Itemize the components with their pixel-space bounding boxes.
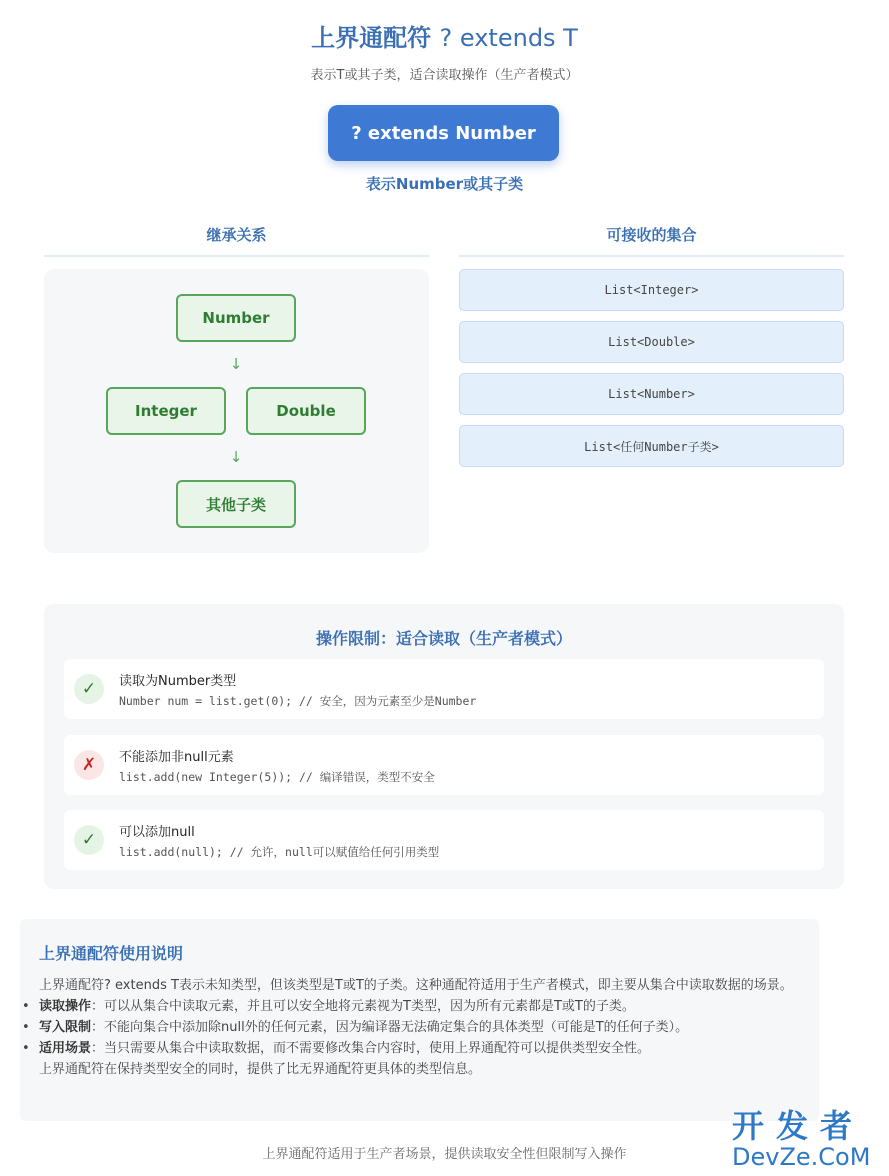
usage-list-item bbox=[22, 996, 799, 1017]
usage-list-item bbox=[22, 1017, 799, 1038]
devze-watermark-logo bbox=[732, 1108, 882, 1172]
operation-item bbox=[64, 810, 824, 870]
accepted-list-item: List<Double> bbox=[459, 321, 844, 363]
operations-title: 操作限制：适合读取（生产者模式） bbox=[315, 629, 572, 648]
page-footer: 上界通配符适用于生产者场景，提供读取安全性但限制写入操作 bbox=[262, 1147, 627, 1162]
extends-number-button[interactable]: ? extends Number bbox=[328, 105, 559, 161]
usage-conclusion: 上界通配符在保持类型安全的同时，提供了比无界通配符更具体的类型信息。 bbox=[39, 1062, 482, 1077]
arrow-down-icon: ↓ bbox=[229, 355, 243, 373]
usage-intro: 上界通配符? extends T表示未知类型，但该类型是T或T的子类。这种通配符适用于生产者模式，即主要从集合中读取数据的场景。 bbox=[39, 978, 793, 993]
node-other-subclasses: 其他子类 bbox=[176, 480, 296, 528]
watermark-line1: 开发者 bbox=[732, 1107, 865, 1145]
accepted-list-item: List<Number> bbox=[459, 373, 844, 415]
check-icon: ✓ bbox=[74, 674, 104, 704]
usage-list bbox=[22, 996, 799, 1059]
main-description: 表示Number或其子类 bbox=[365, 175, 524, 193]
operation-item bbox=[64, 735, 824, 795]
inheritance-title: 继承关系 bbox=[44, 224, 429, 257]
node-number: Number bbox=[176, 294, 296, 342]
arrow-down-icon: ↓ bbox=[229, 448, 243, 466]
bullet-icon: • bbox=[22, 1020, 30, 1035]
accepted-list-item: List<任何Number子类> bbox=[459, 425, 844, 467]
check-icon: ✓ bbox=[74, 825, 104, 855]
node-integer: Integer bbox=[106, 387, 226, 435]
accepted-list-item: List<Integer> bbox=[459, 269, 844, 311]
operation-code: Number num = list.get(0); // 安全，因为元素至少是Number bbox=[119, 694, 477, 708]
page-title bbox=[0, 22, 889, 54]
operation-code: list.add(null); // 允许，null可以赋值给任何引用类型 bbox=[119, 845, 440, 859]
usage-item-text: ：不能向集合中添加除null外的任何元素，因为编译器无法确定集合的具体类型（可能是T的任何子类）。 bbox=[91, 1020, 689, 1035]
usage-body bbox=[22, 975, 799, 1080]
usage-panel bbox=[20, 919, 819, 1121]
operations-panel bbox=[44, 604, 844, 889]
operation-title: 可以添加null bbox=[119, 825, 195, 840]
page-subtitle: 表示T或其子类，适合读取操作（生产者模式） bbox=[310, 68, 579, 83]
usage-item-label: 写入限制 bbox=[39, 1020, 92, 1035]
usage-list-item bbox=[22, 1038, 799, 1059]
usage-item-label: 读取操作 bbox=[39, 999, 92, 1014]
bullet-icon: • bbox=[22, 999, 30, 1014]
cross-icon: ✗ bbox=[74, 750, 104, 780]
usage-item-text: ：当只需要从集合中读取数据，而不需要修改集合内容时，使用上界通配符可以提供类型安全性。 bbox=[91, 1041, 651, 1056]
page-header bbox=[0, 22, 889, 83]
usage-title: 上界通配符使用说明 bbox=[39, 944, 184, 963]
operation-code: list.add(new Integer(5)); // 编译错误，类型不安全 bbox=[119, 770, 435, 784]
operation-title: 读取为Number类型 bbox=[119, 674, 237, 689]
page-title-main: 上界通配符 bbox=[311, 24, 432, 52]
operation-title: 不能添加非null元素 bbox=[119, 750, 234, 765]
inheritance-tree bbox=[44, 269, 429, 553]
node-double: Double bbox=[246, 387, 366, 435]
page-title-syntax: ? extends T bbox=[439, 24, 578, 52]
operation-item bbox=[64, 659, 824, 719]
accepted-collections-title: 可接收的集合 bbox=[459, 224, 844, 257]
watermark-line2: DevZe.CoM bbox=[732, 1143, 871, 1171]
bullet-icon: • bbox=[22, 1041, 30, 1056]
usage-item-label: 适用场景 bbox=[39, 1041, 92, 1056]
usage-item-text: ：可以从集合中读取元素，并且可以安全地将元素视为T类型，因为所有元素都是T或T的子类。 bbox=[91, 999, 635, 1014]
